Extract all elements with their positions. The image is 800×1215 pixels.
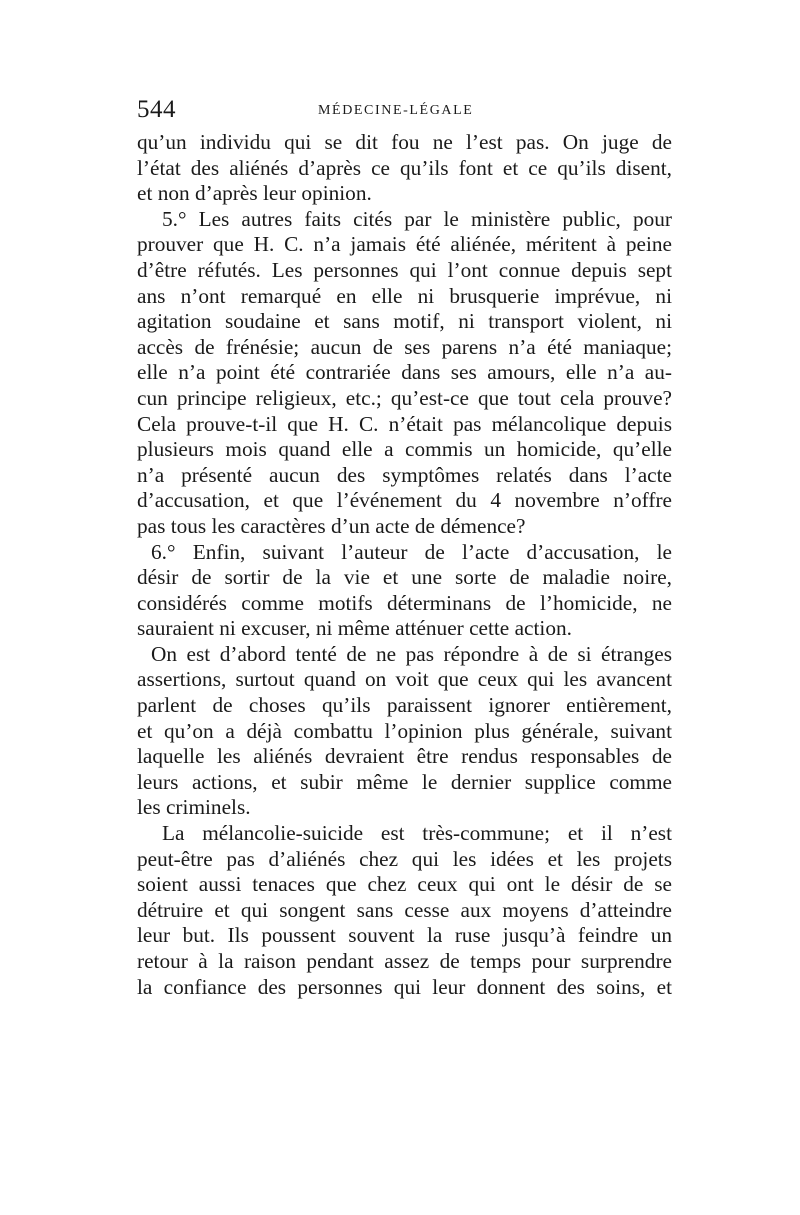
running-title: MÉDECINE-LÉGALE	[318, 103, 474, 118]
text-line: Cela prouve-t-il que H. C. n’était pas mélancolique depuis	[137, 411, 672, 436]
text-line: l’état des aliénés d’après ce qu’ils font et ce qu’ils disent,	[137, 155, 672, 180]
text-line: qu’un individu qui se dit fou ne l’est pas. On juge de	[137, 130, 672, 154]
text-line: On est d’abord tenté de ne pas répondre à de si étranges	[151, 641, 672, 666]
text-line: La mélancolie-suicide est très-commune; et il n’est	[162, 821, 672, 846]
text-line: soient aussi tenaces que chez ceux qui ont le désir de se	[137, 872, 672, 897]
text-line: sauraient ni excuser, ni même atténuer cette action.	[137, 616, 572, 641]
page-header	[137, 96, 672, 126]
text-line: leurs actions, et subir même le dernier supplice comme	[137, 769, 672, 794]
text-line: elle n’a point été contrariée dans ses amours, elle n’a au-	[137, 360, 672, 385]
text-line: 6.° Enfin, suivant l’auteur de l’acte d’accusation, le	[151, 539, 672, 564]
text-line: d’accusation, et que l’événement du 4 novembre n’offre	[137, 488, 672, 513]
text-line: prouver que H. C. n’a jamais été aliénée, méritent à peine	[137, 232, 672, 257]
page-number: 544	[137, 96, 176, 123]
text-line: laquelle les aliénés devraient être rendus responsables de	[137, 744, 672, 769]
text-line: et qu’on a déjà combattu l’opinion plus générale, suivant	[137, 718, 672, 743]
text-line: ans n’ont remarqué en elle ni brusquerie imprévue, ni	[137, 283, 672, 308]
text-line: pas tous les caractères d’un acte de démence?	[137, 513, 526, 538]
text-line: peut-être pas d’aliénés chez qui les idées et les projets	[137, 846, 672, 871]
text-line: 5.° Les autres faits cités par le ministère public, pour	[162, 206, 672, 231]
text-line: leur but. Ils poussent souvent la ruse jusqu’à feindre un	[137, 923, 672, 948]
text-line: agitation soudaine et sans motif, ni transport violent, ni	[137, 309, 672, 334]
text-line: assertions, surtout quand on voit que ceux qui les avancent	[137, 667, 672, 692]
text-line: cun principe religieux, etc.; qu’est-ce que tout cela prouve?	[137, 385, 672, 410]
text-line: parlent de choses qu’ils paraissent ignorer entièrement,	[137, 693, 672, 718]
text-line: la confiance des personnes qui leur donnent des soins, et	[137, 974, 672, 999]
body-text	[137, 130, 672, 1000]
text-line: plusieurs mois quand elle a commis un homicide, qu’elle	[137, 437, 672, 462]
text-line: d’être réfutés. Les personnes qui l’ont connue depuis sept	[137, 257, 672, 282]
text-line: désir de sortir de la vie et une sorte de maladie noire,	[137, 565, 672, 590]
text-line: n’a présenté aucun des symptômes relatés dans l’acte	[137, 462, 672, 487]
text-line: les criminels.	[137, 795, 251, 820]
text-line: et non d’après leur opinion.	[137, 181, 372, 206]
text-line: considérés comme motifs déterminans de l’homicide, ne	[137, 590, 672, 615]
text-line: retour à la raison pendant assez de temps pour surprendre	[137, 949, 672, 973]
text-line: détruire et qui songent sans cesse aux moyens d’atteindre	[137, 897, 672, 922]
text-line: accès de frénésie; aucun de ses parens n’a été maniaque;	[137, 334, 672, 359]
